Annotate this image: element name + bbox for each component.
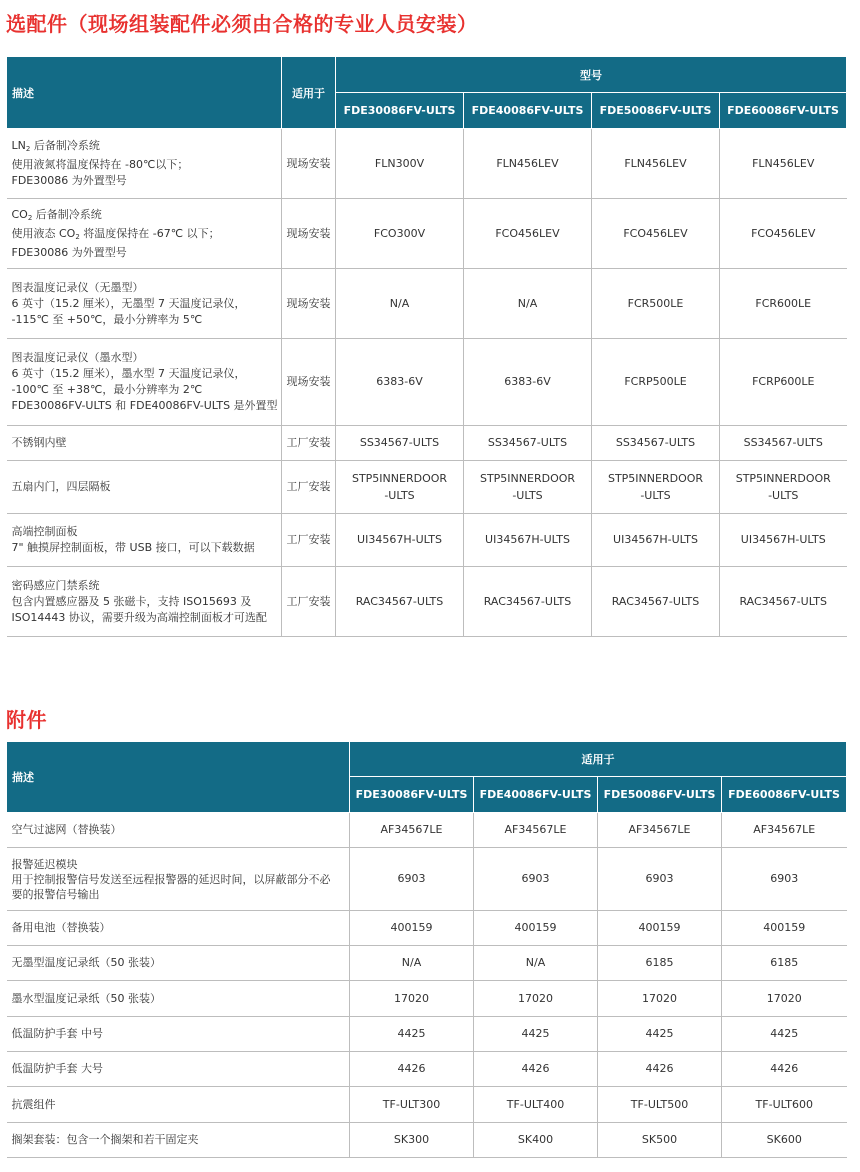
model-cell: FCR500LE — [592, 269, 720, 339]
table-row — [7, 461, 847, 514]
model-cell: 6383-6V — [464, 339, 592, 426]
model-cell: STP5INNERDOOR -ULTS — [464, 461, 592, 514]
table-row — [7, 129, 847, 199]
header-model: FDE40086FV-ULTS — [474, 777, 598, 813]
row-description: 备用电池（替换装） — [7, 911, 350, 946]
table-row — [7, 1052, 847, 1087]
model-cell: 6383-6V — [336, 339, 464, 426]
header-model: FDE60086FV-ULTS — [720, 93, 847, 129]
row-description: 图表温度记录仪（墨水型） 6 英寸（15.2 厘米），墨水型 7 天温度记录仪， -100℃ 至 +38℃，最小分辨率为 2℃ FDE30086FV-ULTS 和 FDE40086FV-ULTS 是外置型 — [7, 339, 282, 426]
model-cell: 4426 — [474, 1052, 598, 1087]
row-description: $LN_2$ 后备制冷系统 使用液氮将温度保持在 -80℃以下； FDE30086 为外置型号 — [7, 129, 282, 199]
table-row — [7, 426, 847, 461]
model-cell: 17020 — [598, 981, 722, 1017]
model-cell: N/A — [474, 946, 598, 981]
model-cell: RAC34567-ULTS — [720, 567, 847, 637]
table-row — [7, 1087, 847, 1123]
model-cell: SS34567-ULTS — [720, 426, 847, 461]
table-row — [7, 1017, 847, 1052]
header-model: FDE40086FV-ULTS — [464, 93, 592, 129]
model-cell: SK600 — [722, 1123, 847, 1158]
header-applies: 适用于 — [282, 57, 336, 129]
header-model: FDE50086FV-ULTS — [598, 777, 722, 813]
header-model-group: 型号 — [336, 57, 847, 93]
model-cell: STP5INNERDOOR -ULTS — [720, 461, 847, 514]
table-row — [7, 199, 847, 269]
model-cell: 4425 — [598, 1017, 722, 1052]
model-cell: 400159 — [722, 911, 847, 946]
model-cell: SK400 — [474, 1123, 598, 1158]
header-description: 描述 — [7, 742, 350, 813]
header-model: FDE30086FV-ULTS — [350, 777, 474, 813]
model-cell: 6903 — [474, 848, 598, 911]
row-description: 高端控制面板 7" 触摸屏控制面板，带 USB 接口，可以下载数据 — [7, 514, 282, 567]
table-row — [7, 813, 847, 848]
model-cell: 6903 — [722, 848, 847, 911]
model-cell: RAC34567-ULTS — [592, 567, 720, 637]
install-type: 工厂安装 — [282, 514, 336, 567]
row-description: 搁架套装：包含一个搁架和若干固定夹 — [7, 1123, 350, 1158]
accessories-table — [6, 741, 847, 1158]
model-cell: FLN300V — [336, 129, 464, 199]
row-description: 密码感应门禁系统 包含内置感应器及 5 张磁卡，支持 ISO15693 及 ISO14443 协议，需要升级为高端控制面板才可选配 — [7, 567, 282, 637]
model-cell: FCO456LEV — [464, 199, 592, 269]
model-cell: SK300 — [350, 1123, 474, 1158]
row-description: $CO_2$ 后备制冷系统 使用液态 $CO_2$ 将温度保持在 -67℃ 以下； FDE30086 为外置型号 — [7, 199, 282, 269]
row-description: 报警延迟模块 用于控制报警信号发送至远程报警器的延迟时间，以屏蔽部分不必 要的报警信号输出 — [7, 848, 350, 911]
model-cell: AF34567LE — [474, 813, 598, 848]
model-cell: 6903 — [598, 848, 722, 911]
model-cell: 4426 — [350, 1052, 474, 1087]
model-cell: UI34567H-ULTS — [464, 514, 592, 567]
model-cell: SS34567-ULTS — [592, 426, 720, 461]
model-cell: SS34567-ULTS — [464, 426, 592, 461]
model-cell: AF34567LE — [350, 813, 474, 848]
install-type: 现场安装 — [282, 339, 336, 426]
model-cell: FCRP600LE — [720, 339, 847, 426]
install-type: 工厂安装 — [282, 567, 336, 637]
table-row — [7, 339, 847, 426]
model-cell: TF-ULT300 — [350, 1087, 474, 1123]
table-row — [7, 848, 847, 911]
model-cell: FCR600LE — [720, 269, 847, 339]
model-cell: AF34567LE — [722, 813, 847, 848]
model-cell: FLN456LEV — [592, 129, 720, 199]
model-cell: 400159 — [350, 911, 474, 946]
model-cell: FLN456LEV — [720, 129, 847, 199]
model-cell: 6185 — [598, 946, 722, 981]
model-cell: 4426 — [722, 1052, 847, 1087]
table-row — [7, 1123, 847, 1158]
model-cell: STP5INNERDOOR -ULTS — [592, 461, 720, 514]
table-row — [7, 567, 847, 637]
row-description: 墨水型温度记录纸（50 张装） — [7, 981, 350, 1017]
row-description: 低温防护手套 大号 — [7, 1052, 350, 1087]
model-cell: 400159 — [474, 911, 598, 946]
model-cell: 17020 — [474, 981, 598, 1017]
model-cell: 4425 — [474, 1017, 598, 1052]
model-cell: FCO456LEV — [720, 199, 847, 269]
row-description: 低温防护手套 中号 — [7, 1017, 350, 1052]
header-model-group: 适用于 — [350, 742, 847, 777]
model-cell: UI34567H-ULTS — [592, 514, 720, 567]
model-cell: TF-ULT600 — [722, 1087, 847, 1123]
model-cell: 6903 — [350, 848, 474, 911]
model-cell: N/A — [464, 269, 592, 339]
model-cell: 6185 — [722, 946, 847, 981]
install-type: 现场安装 — [282, 199, 336, 269]
row-description: 不锈钢内壁 — [7, 426, 282, 461]
model-cell: UI34567H-ULTS — [336, 514, 464, 567]
model-cell: 17020 — [722, 981, 847, 1017]
model-cell: FCRP500LE — [592, 339, 720, 426]
model-cell: RAC34567-ULTS — [336, 567, 464, 637]
model-cell: FCO456LEV — [592, 199, 720, 269]
model-cell: TF-ULT400 — [474, 1087, 598, 1123]
table-row — [7, 269, 847, 339]
header-model: FDE30086FV-ULTS — [336, 93, 464, 129]
model-cell: TF-ULT500 — [598, 1087, 722, 1123]
optional-parts-table — [6, 56, 847, 637]
model-cell: SS34567-ULTS — [336, 426, 464, 461]
row-description: 抗震组件 — [7, 1087, 350, 1123]
model-cell: 17020 — [350, 981, 474, 1017]
table-row — [7, 911, 847, 946]
install-type: 工厂安装 — [282, 461, 336, 514]
model-cell: FCO300V — [336, 199, 464, 269]
model-cell: N/A — [336, 269, 464, 339]
model-cell: 400159 — [598, 911, 722, 946]
row-description: 空气过滤网（替换装） — [7, 813, 350, 848]
header-model: FDE50086FV-ULTS — [592, 93, 720, 129]
table-row — [7, 946, 847, 981]
model-cell: STP5INNERDOOR -ULTS — [336, 461, 464, 514]
install-type: 现场安装 — [282, 129, 336, 199]
row-description: 无墨型温度记录纸（50 张装） — [7, 946, 350, 981]
section2-title: 附件 — [6, 708, 47, 732]
install-type: 工厂安装 — [282, 426, 336, 461]
header-description: 描述 — [7, 57, 282, 129]
model-cell: SK500 — [598, 1123, 722, 1158]
model-cell: 4425 — [350, 1017, 474, 1052]
install-type: 现场安装 — [282, 269, 336, 339]
model-cell: N/A — [350, 946, 474, 981]
header-model: FDE60086FV-ULTS — [722, 777, 847, 813]
model-cell: AF34567LE — [598, 813, 722, 848]
section1-title: 选配件（现场组装配件必须由合格的专业人员安装） — [6, 12, 478, 36]
model-cell: 4425 — [722, 1017, 847, 1052]
model-cell: FLN456LEV — [464, 129, 592, 199]
row-description: 图表温度记录仪（无墨型） 6 英寸（15.2 厘米），无墨型 7 天温度记录仪， -115℃ 至 +50℃，最小分辨率为 5℃ — [7, 269, 282, 339]
model-cell: UI34567H-ULTS — [720, 514, 847, 567]
row-description: 五扇内门，四层隔板 — [7, 461, 282, 514]
model-cell: 4426 — [598, 1052, 722, 1087]
model-cell: RAC34567-ULTS — [464, 567, 592, 637]
table-row — [7, 981, 847, 1017]
table-row — [7, 514, 847, 567]
